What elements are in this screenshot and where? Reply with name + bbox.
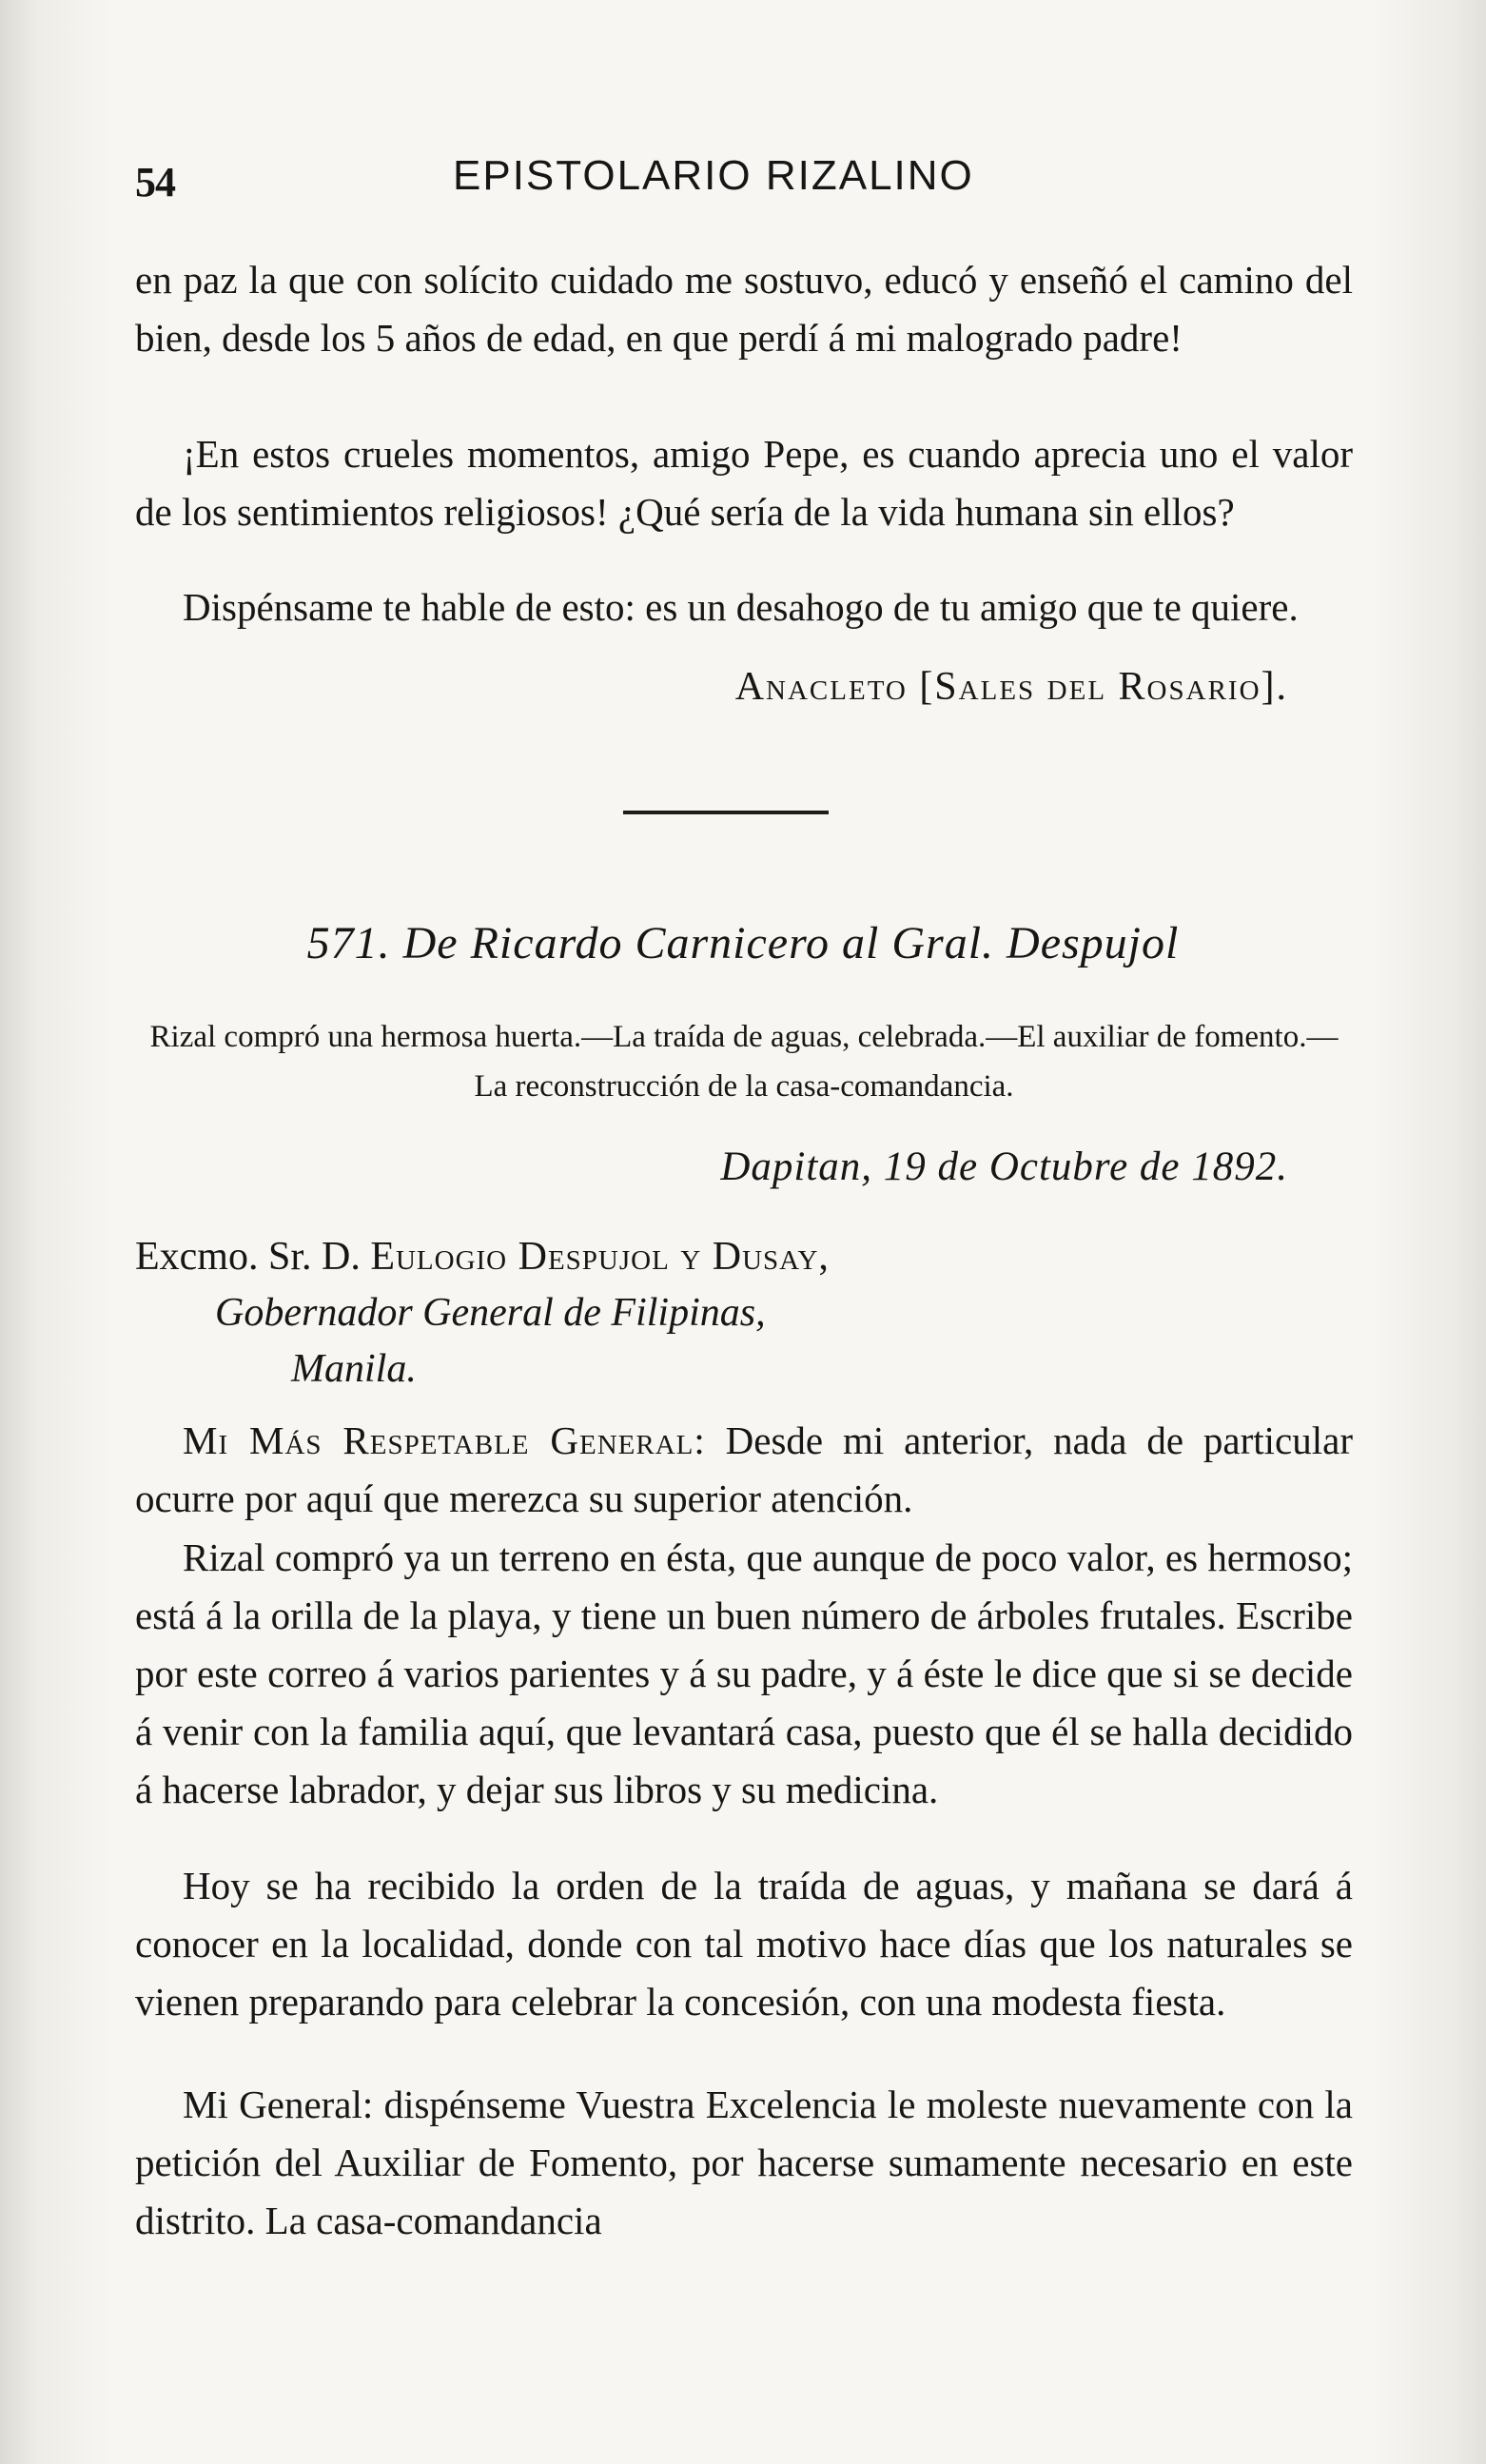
signature: Anacleto [Sales del Rosario]. bbox=[734, 665, 1288, 709]
address-line-1 bbox=[135, 1234, 830, 1280]
previous-letter-paragraph: en paz la que con solícito cuidado me sostuvo, educó y enseñó el camino del bien, desde los 5 años de edad, en que perdí á mi malogrado padre! bbox=[135, 258, 1353, 360]
letter-heading: 571. De Ricardo Carnicero al Gral. Despujol bbox=[306, 918, 1180, 968]
address-line-2: Gobernador General de Filipinas, bbox=[215, 1291, 766, 1335]
page-number: 54 bbox=[135, 159, 175, 205]
running-title: EPISTOLARIO RIZALINO bbox=[453, 152, 974, 199]
page-header bbox=[135, 152, 1353, 219]
address-prefix: Excmo. Sr. D. bbox=[135, 1235, 371, 1279]
letter-paragraph: Mi General: dispénseme Vuestra Excelencia le moleste nuevamente con la petición del Auxiliar de Fomento, por hacerse sumamente necesario en este distrito. La casa-comandancia bbox=[135, 2083, 1353, 2242]
address-line-3: Manila. bbox=[291, 1347, 417, 1391]
letter-summary: Rizal compró una hermosa huerta.—La traída de aguas, celebrada.—El auxiliar de fomento.—La reconstrucción de la casa-comandancia. bbox=[149, 1020, 1339, 1104]
addressee-name: Eulogio Despujol y Dusay, bbox=[370, 1235, 830, 1279]
section-divider bbox=[623, 811, 829, 814]
previous-letter-paragraph: Dispénsame te hable de esto: es un desahogo de tu amigo que te quiere. bbox=[183, 585, 1299, 629]
dateline: Dapitan, 19 de Octubre de 1892. bbox=[720, 1144, 1288, 1189]
letter-paragraph: Hoy se ha recibido la orden de la traída de aguas, y mañana se dará á conocer en la localidad, donde con tal motivo hace días que los naturales se vienen preparando para celebrar la concesión, con una modesta fiesta. bbox=[135, 1864, 1353, 2024]
salutation: Mi Más Respetable General: bbox=[183, 1418, 706, 1462]
salutation-continuation: Desde mi anterior, nada de particular ocurre por aquí que merezca su superior atención. bbox=[135, 1418, 1353, 1520]
letter-paragraph: Rizal compró ya un terreno en ésta, que aunque de poco valor, es hermoso; está á la orilla de la playa, y tiene un buen número de árboles frutales. Escribe por este correo á varios parientes y á su padre, y á éste le dice que si se decide á venir con la familia aquí, que levantará casa, puesto que él se halla decidido á hacerse labrador, y dejar sus libros y su medicina. bbox=[135, 1535, 1353, 1811]
letter-paragraph bbox=[135, 1412, 1353, 1528]
previous-letter-paragraph: ¡En estos crueles momentos, amigo Pepe, es cuando aprecia uno el valor de los sentimientos religiosos! ¿Qué sería de la vida humana sin ellos? bbox=[135, 432, 1353, 534]
